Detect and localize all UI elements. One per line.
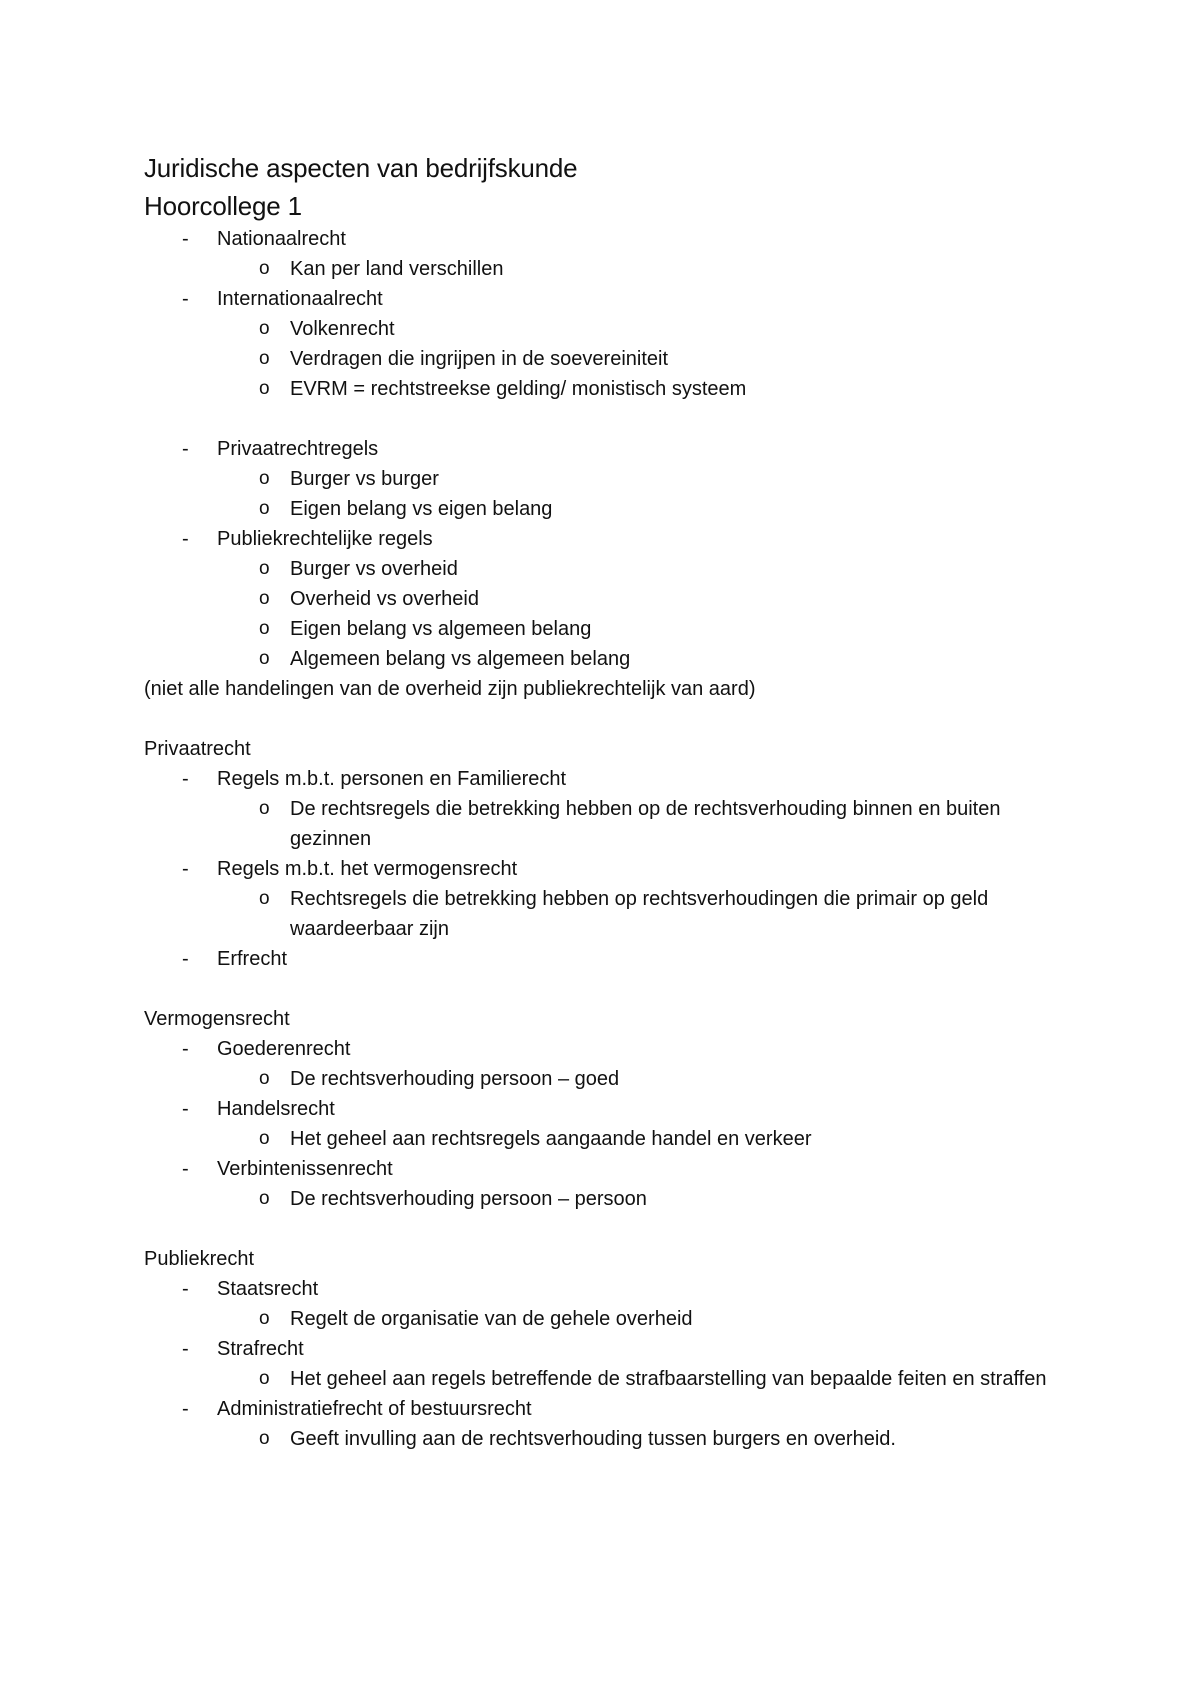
sub-list-item bbox=[217, 1184, 1074, 1214]
dash-bullet: - bbox=[182, 768, 189, 790]
sub-list bbox=[217, 1424, 1074, 1454]
section-1-list bbox=[144, 434, 1074, 674]
sub-list-item-text: Eigen belang vs algemeen belang bbox=[290, 618, 592, 640]
sub-list bbox=[217, 1364, 1074, 1394]
sub-list-item-text: Geeft invulling aan de rechtsverhouding tussen burgers en overheid. bbox=[290, 1428, 896, 1450]
list-item bbox=[144, 434, 1074, 524]
circle-bullet: o bbox=[259, 258, 270, 279]
sub-list-item bbox=[217, 884, 1074, 944]
sub-list-item-text: Volkenrecht bbox=[290, 318, 395, 340]
circle-bullet: o bbox=[259, 1188, 270, 1209]
dash-bullet: - bbox=[182, 228, 189, 250]
circle-bullet: o bbox=[259, 1068, 270, 1089]
document-page bbox=[144, 148, 1074, 1454]
list-item-text: Erfrecht bbox=[217, 948, 288, 970]
sub-list bbox=[217, 1124, 1074, 1154]
sub-list-item bbox=[217, 584, 1074, 614]
list-item-text: Nationaalrecht bbox=[217, 228, 346, 250]
sub-list-item-text: Burger vs burger bbox=[290, 468, 439, 490]
list-item-text: Privaatrechtregels bbox=[217, 438, 379, 460]
section-2-list bbox=[144, 764, 1074, 974]
sub-list-item-text: Overheid vs overheid bbox=[290, 588, 479, 610]
sub-list-item bbox=[217, 494, 1074, 524]
circle-bullet: o bbox=[259, 378, 270, 399]
sub-list-item-text: De rechtsverhouding persoon – persoon bbox=[290, 1188, 647, 1210]
sub-list-item bbox=[217, 614, 1074, 644]
list-item-text: Handelsrecht bbox=[217, 1098, 335, 1120]
sub-list-item-text: De rechtsverhouding persoon – goed bbox=[290, 1068, 620, 1090]
sub-list-item-text: Het geheel aan rechtsregels aangaande handel en verkeer bbox=[290, 1128, 812, 1150]
circle-bullet: o bbox=[259, 1368, 270, 1389]
dash-bullet: - bbox=[182, 1338, 189, 1360]
sub-list-item bbox=[217, 314, 1074, 344]
sub-list-item-text: Rechtsregels die betrekking hebben op rechtsverhoudingen die primair op geld waardeerbaar zijn bbox=[290, 888, 989, 940]
list-item-text: Publiekrechtelijke regels bbox=[217, 528, 433, 550]
list-item bbox=[144, 764, 1074, 854]
dash-bullet: - bbox=[182, 438, 189, 460]
circle-bullet: o bbox=[259, 1428, 270, 1449]
list-item-text: Internationaalrecht bbox=[217, 288, 383, 310]
dash-bullet: - bbox=[182, 1038, 189, 1060]
list-item bbox=[144, 1394, 1074, 1454]
list-item-text: Strafrecht bbox=[217, 1338, 304, 1360]
sub-list bbox=[217, 1184, 1074, 1214]
sub-list-item-text: Het geheel aan regels betreffende de strafbaarstelling van bepaalde feiten en straffen bbox=[290, 1368, 1047, 1390]
sub-list-item-text: Eigen belang vs eigen belang bbox=[290, 498, 553, 520]
list-item bbox=[144, 944, 1074, 974]
dash-bullet: - bbox=[182, 1158, 189, 1180]
list-item bbox=[144, 284, 1074, 404]
list-item bbox=[144, 1034, 1074, 1094]
sub-list-item-text: De rechtsregels die betrekking hebben op de rechtsverhouding binnen en buiten gezinnen bbox=[290, 798, 1001, 850]
circle-bullet: o bbox=[259, 498, 270, 519]
dash-bullet: - bbox=[182, 948, 189, 970]
sub-list-item-text: EVRM = rechtstreekse gelding/ monistisch systeem bbox=[290, 378, 747, 400]
sub-list-item-text: Burger vs overheid bbox=[290, 558, 458, 580]
list-item-text: Goederenrecht bbox=[217, 1038, 351, 1060]
circle-bullet: o bbox=[259, 588, 270, 609]
sub-list-item bbox=[217, 1124, 1074, 1154]
sub-list bbox=[217, 1304, 1074, 1334]
sub-list bbox=[217, 314, 1074, 404]
sub-list-item-text: Verdragen die ingrijpen in de soevereiniteit bbox=[290, 348, 669, 370]
note-text: (niet alle handelingen van de overheid zijn publiekrechtelijk van aard) bbox=[144, 678, 756, 700]
sub-list-item bbox=[217, 794, 1074, 854]
sub-list bbox=[217, 554, 1074, 674]
sub-list bbox=[217, 884, 1074, 944]
document-title: Juridische aspecten van bedrijfskunde bbox=[144, 153, 578, 183]
blank-line bbox=[144, 1214, 1074, 1244]
section-heading-privaatrecht: Privaatrecht bbox=[144, 738, 251, 760]
section-4-list bbox=[144, 1274, 1074, 1454]
sub-list-item bbox=[217, 374, 1074, 404]
dash-bullet: - bbox=[182, 528, 189, 550]
blank-line bbox=[144, 704, 1074, 734]
sub-list-item bbox=[217, 1304, 1074, 1334]
sub-list-item bbox=[217, 1424, 1074, 1454]
circle-bullet: o bbox=[259, 1128, 270, 1149]
list-item-text: Verbintenissenrecht bbox=[217, 1158, 393, 1180]
list-item bbox=[144, 1274, 1074, 1334]
sub-list bbox=[217, 254, 1074, 284]
circle-bullet: o bbox=[259, 618, 270, 639]
list-item-text: Regels m.b.t. het vermogensrecht bbox=[217, 858, 518, 880]
circle-bullet: o bbox=[259, 558, 270, 579]
list-item bbox=[144, 224, 1074, 284]
blank-line bbox=[144, 404, 1074, 434]
section-heading-vermogensrecht: Vermogensrecht bbox=[144, 1008, 290, 1030]
sub-list bbox=[217, 464, 1074, 524]
list-item-text: Staatsrecht bbox=[217, 1278, 319, 1300]
sub-list-item bbox=[217, 464, 1074, 494]
list-item bbox=[144, 1154, 1074, 1214]
sub-list-item-text: Kan per land verschillen bbox=[290, 258, 504, 280]
circle-bullet: o bbox=[259, 1308, 270, 1329]
sub-list-item bbox=[217, 1364, 1074, 1394]
list-item-text: Regels m.b.t. personen en Familierecht bbox=[217, 768, 567, 790]
sub-list bbox=[217, 1064, 1074, 1094]
dash-bullet: - bbox=[182, 858, 189, 880]
list-item bbox=[144, 854, 1074, 944]
dash-bullet: - bbox=[182, 1398, 189, 1420]
blank-line bbox=[144, 974, 1074, 1004]
dash-bullet: - bbox=[182, 288, 189, 310]
sub-list-item bbox=[217, 1064, 1074, 1094]
circle-bullet: o bbox=[259, 468, 270, 489]
list-item-text: Administratiefrecht of bestuursrecht bbox=[217, 1398, 532, 1420]
circle-bullet: o bbox=[259, 318, 270, 339]
list-item bbox=[144, 1094, 1074, 1154]
list-item bbox=[144, 524, 1074, 674]
dash-bullet: - bbox=[182, 1278, 189, 1300]
dash-bullet: - bbox=[182, 1098, 189, 1120]
sub-list-item bbox=[217, 554, 1074, 584]
sub-list-item bbox=[217, 254, 1074, 284]
circle-bullet: o bbox=[259, 798, 270, 819]
section-3-list bbox=[144, 1034, 1074, 1214]
sub-list-item-text: Algemeen belang vs algemeen belang bbox=[290, 648, 631, 670]
circle-bullet: o bbox=[259, 888, 270, 909]
sub-list-item bbox=[217, 644, 1074, 674]
circle-bullet: o bbox=[259, 348, 270, 369]
sub-list-item bbox=[217, 344, 1074, 374]
section-0-list bbox=[144, 224, 1074, 404]
list-item bbox=[144, 1334, 1074, 1394]
circle-bullet: o bbox=[259, 648, 270, 669]
document-subtitle: Hoorcollege 1 bbox=[144, 191, 302, 221]
sub-list bbox=[217, 794, 1074, 854]
sub-list-item-text: Regelt de organisatie van de gehele overheid bbox=[290, 1308, 693, 1330]
section-heading-publiekrecht: Publiekrecht bbox=[144, 1248, 255, 1270]
